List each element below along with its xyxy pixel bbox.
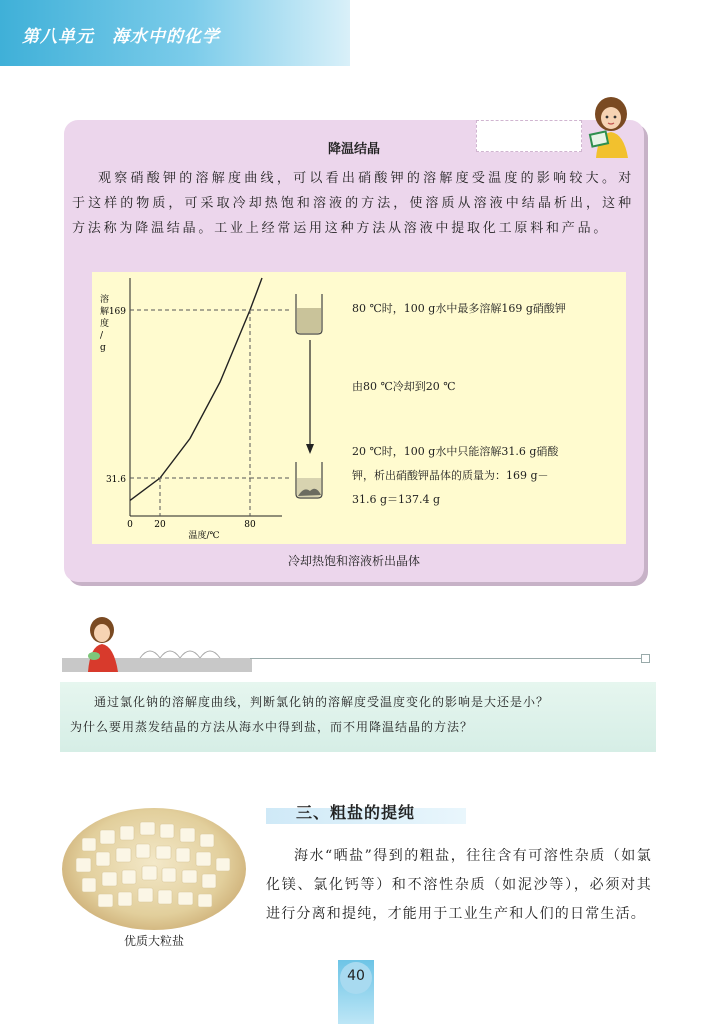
thinking-girl-icon: [62, 614, 252, 672]
question-line-1: 通过氯化钠的溶解度曲线，判断氯化钠的溶解度受温度变化的影响是大还是小？: [94, 695, 550, 709]
step-result-line-2: 钾，析出硝酸钾晶体的质量为：169 g－: [352, 469, 549, 482]
x-tick-20: 20: [154, 520, 166, 530]
page-number: 40: [347, 968, 365, 984]
step-cooling-text: 由80 ℃冷却到20 ℃: [352, 380, 456, 393]
step-hot-text: 80 ℃时，100 g水中最多溶解169 g硝酸钾: [352, 302, 566, 315]
beaker-crystal-icon: [296, 462, 322, 498]
unit-topic: 海水中的化学: [112, 27, 220, 47]
box-paragraph: 观察硝酸钾的溶解度曲线，可以看出硝酸钾的溶解度受温度的影响较大。对于这样的物质，可采取冷却热饱和溶液的方法，使溶质从溶液中结晶析出，这种方法称为降温结晶。工业上经常运用这种方法从溶液中提取化工原料和产品。: [72, 171, 634, 236]
unit-label: 第八单元: [22, 27, 94, 47]
salt-crystals-image: [62, 808, 246, 930]
coarse-salt-photo: [62, 808, 246, 930]
reading-girl-icon: [584, 94, 638, 160]
kno3-solubility-curve: [130, 278, 262, 500]
x-tick-0: 0: [127, 520, 133, 530]
y-tick-169: 169: [108, 307, 126, 317]
section-body: 海水“晒盐”得到的粗盐，往往含有可溶性杂质（如氯化镁、氯化钙等）和不溶性杂质（如泥沙等），必须对其进行分离和提纯，才能用于工业生产和人们的日常生活。: [266, 848, 652, 922]
unit-header: [22, 22, 220, 47]
beaker-hot-icon: [296, 294, 322, 334]
figure-caption: 冷却热饱和溶液析出晶体: [287, 554, 420, 568]
question-text: [70, 690, 650, 740]
divider-end-marker: [641, 654, 650, 663]
section-title: 三、粗盐的提纯: [296, 803, 416, 822]
x-tick-80: 80: [244, 520, 256, 530]
cooling-arrow-head: [306, 444, 314, 454]
y-axis-label: 溶解度/ g: [100, 295, 110, 353]
y-tick-31-6: 31.6: [105, 475, 126, 485]
x-axis-label: 温度/℃: [188, 531, 220, 541]
box-title: 降温结晶: [327, 142, 380, 157]
step-result-text: [352, 440, 558, 512]
question-line-2: 为什么要用蒸发结晶的方法从海水中得到盐，而不用降温结晶的方法？: [70, 720, 474, 734]
step-result-line-3: 31.6 g＝137.4 g: [352, 493, 441, 506]
photo-caption: 优质大粒盐: [123, 934, 184, 948]
step-result-line-1: 20 ℃时，100 g水中只能溶解31.6 g硝酸: [352, 445, 559, 458]
section-divider: [250, 658, 644, 659]
